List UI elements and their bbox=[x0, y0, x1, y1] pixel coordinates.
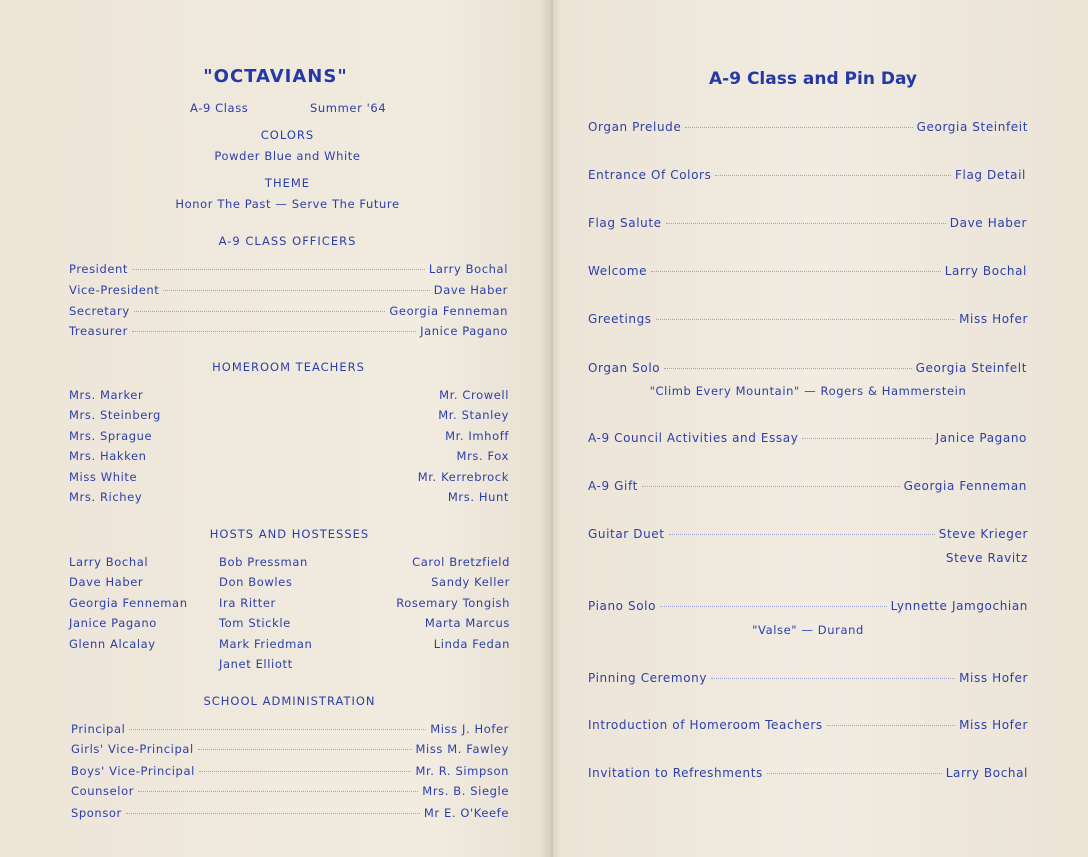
program-performer-2: Steve Ravitz bbox=[945, 551, 1028, 565]
program-item: Greetings bbox=[588, 312, 652, 326]
program-item: A-9 Gift bbox=[588, 479, 638, 493]
theme-heading: THEME bbox=[264, 176, 311, 190]
admin-role: Girls' Vice-Principal bbox=[71, 742, 194, 756]
host-name: Janice Pagano bbox=[69, 616, 157, 630]
officer-role: President bbox=[69, 262, 129, 276]
program-row bbox=[588, 766, 1028, 782]
class-label: A-9 Class bbox=[190, 101, 249, 115]
host-name: Mark Friedman bbox=[219, 637, 313, 651]
admin-name: Mr. R. Simpson bbox=[415, 764, 509, 778]
host-name: Carol Bretzfield bbox=[412, 555, 510, 569]
program-performer: Dave Haber bbox=[949, 216, 1027, 230]
admin-row bbox=[71, 784, 509, 800]
pin-day-title: A-9 Class and Pin Day bbox=[708, 69, 917, 89]
colors-value: Powder Blue and White bbox=[214, 149, 361, 163]
admin-row bbox=[71, 722, 509, 738]
homeroom-teacher: Mrs. Marker bbox=[69, 388, 144, 402]
term-label: Summer '64 bbox=[310, 101, 387, 115]
program-item: A-9 Council Activities and Essay bbox=[588, 431, 799, 445]
host-name: Tom Stickle bbox=[219, 616, 291, 630]
officer-role: Treasurer bbox=[69, 324, 128, 338]
program-row bbox=[588, 479, 1027, 495]
program-performer: Georgia Fenneman bbox=[903, 479, 1027, 493]
officer-role: Secretary bbox=[69, 304, 130, 318]
program-item: Introduction of Homeroom Teachers bbox=[588, 718, 823, 732]
octavians-title: "OCTAVIANS" bbox=[203, 66, 348, 87]
officer-name: Dave Haber bbox=[433, 283, 508, 297]
homeroom-teacher: Mr. Kerrebrock bbox=[417, 470, 509, 484]
program-row bbox=[588, 264, 1027, 280]
program-performer: Georgia Steinfelt bbox=[915, 361, 1027, 375]
admin-row bbox=[71, 742, 509, 758]
program-row bbox=[588, 361, 1027, 377]
program-row bbox=[588, 671, 1028, 687]
host-name: Georgia Fenneman bbox=[69, 596, 188, 610]
host-name: Bob Pressman bbox=[219, 555, 308, 569]
officer-row bbox=[69, 304, 508, 320]
homeroom-teacher: Mrs. Richey bbox=[69, 490, 143, 504]
host-name: Larry Bochal bbox=[69, 555, 149, 569]
program-performer: Georgia Steinfeit bbox=[916, 120, 1028, 134]
hosts-heading: HOSTS AND HOSTESSES bbox=[209, 527, 370, 541]
host-name: Rosemary Tongish bbox=[396, 596, 510, 610]
program-performer: Janice Pagano bbox=[935, 431, 1027, 445]
program-performer: Larry Bochal bbox=[945, 766, 1028, 780]
program-row bbox=[588, 168, 1026, 184]
program-item: Piano Solo bbox=[588, 599, 657, 613]
admin-heading: SCHOOL ADMINISTRATION bbox=[203, 694, 376, 708]
officer-name: Georgia Fenneman bbox=[389, 304, 508, 318]
program-performer: Steve Krieger bbox=[938, 527, 1028, 541]
admin-row bbox=[71, 806, 509, 822]
host-name: Sandy Keller bbox=[431, 575, 510, 589]
officer-role: Vice-President bbox=[69, 283, 160, 297]
program-item: Welcome bbox=[588, 264, 648, 278]
officer-row bbox=[69, 324, 508, 340]
homeroom-teacher: Mrs. Hunt bbox=[447, 490, 509, 504]
homeroom-teacher: Mr. Imhoff bbox=[445, 429, 509, 443]
homeroom-heading: HOMEROOM TEACHERS bbox=[212, 360, 365, 374]
host-name: Ira Ritter bbox=[219, 596, 276, 610]
host-name: Don Bowles bbox=[219, 575, 293, 589]
homeroom-teacher: Mr. Stanley bbox=[438, 408, 509, 422]
host-name: Dave Haber bbox=[69, 575, 144, 589]
admin-row bbox=[71, 764, 509, 780]
program-performer: Larry Bochal bbox=[944, 264, 1027, 278]
homeroom-teacher: Mrs. Steinberg bbox=[69, 408, 161, 422]
program-item: Organ Solo bbox=[588, 361, 661, 375]
program-row bbox=[588, 599, 1028, 615]
program-row bbox=[588, 312, 1028, 328]
program-item: Organ Prelude bbox=[588, 120, 682, 134]
homeroom-teacher: Mrs. Hakken bbox=[69, 449, 147, 463]
host-name: Marta Marcus bbox=[424, 616, 510, 630]
host-name: Glenn Alcalay bbox=[69, 637, 156, 651]
program-performer: Miss Hofer bbox=[959, 312, 1028, 326]
host-name: Linda Fedan bbox=[433, 637, 510, 651]
admin-role: Boys' Vice-Principal bbox=[71, 764, 195, 778]
admin-role: Counselor bbox=[71, 784, 135, 798]
admin-name: Mr E. O'Keefe bbox=[423, 806, 509, 820]
program-item: Pinning Ceremony bbox=[588, 671, 708, 685]
program-item: Entrance Of Colors bbox=[588, 168, 712, 182]
officer-row bbox=[69, 283, 508, 299]
program-row bbox=[588, 527, 1028, 543]
right-page bbox=[553, 0, 1088, 857]
program-item: Flag Salute bbox=[588, 216, 662, 230]
program-row bbox=[588, 431, 1027, 447]
program-row bbox=[588, 216, 1027, 232]
program-row bbox=[588, 120, 1028, 136]
theme-value: Honor The Past — Serve The Future bbox=[175, 197, 400, 211]
homeroom-teacher: Mr. Crowell bbox=[439, 388, 509, 402]
colors-heading: COLORS bbox=[260, 128, 315, 142]
admin-role: Sponsor bbox=[71, 806, 122, 820]
program-note: "Valse" — Durand bbox=[752, 623, 864, 637]
host-name: Janet Elliott bbox=[219, 657, 293, 671]
program-performer: Lynnette Jamgochian bbox=[890, 599, 1028, 613]
homeroom-teacher: Mrs. Sprague bbox=[69, 429, 153, 443]
program-performer: Flag Detail bbox=[955, 168, 1026, 182]
officer-row bbox=[69, 262, 508, 278]
officer-name: Larry Bochal bbox=[428, 262, 508, 276]
program-performer: Miss Hofer bbox=[959, 718, 1028, 732]
program-note: "Climb Every Mountain" — Rogers & Hammerstein bbox=[649, 384, 967, 398]
program-item: Guitar Duet bbox=[588, 527, 665, 541]
admin-role: Principal bbox=[71, 722, 126, 736]
officers-heading: A-9 CLASS OFFICERS bbox=[218, 234, 357, 248]
admin-name: Miss J. Hofer bbox=[430, 722, 509, 736]
homeroom-teacher: Miss White bbox=[69, 470, 138, 484]
officer-name: Janice Pagano bbox=[420, 324, 508, 338]
admin-name: Mrs. B. Siegle bbox=[422, 784, 509, 798]
program-performer: Miss Hofer bbox=[959, 671, 1028, 685]
homeroom-teacher: Mrs. Fox bbox=[456, 449, 509, 463]
program-item: Invitation to Refreshments bbox=[588, 766, 763, 780]
admin-name: Miss M. Fawley bbox=[415, 742, 509, 756]
program-row bbox=[588, 718, 1028, 734]
